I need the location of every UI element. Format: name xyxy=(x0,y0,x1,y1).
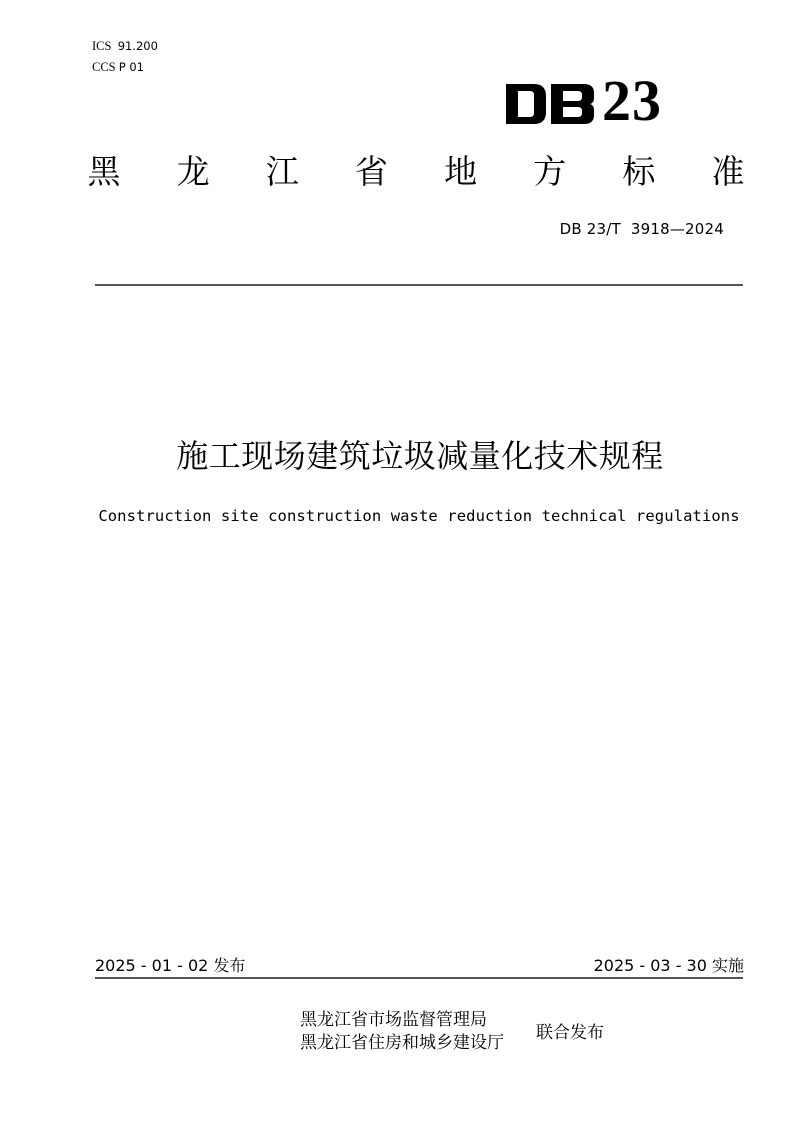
db-number: 23 xyxy=(602,68,662,133)
ccs-label: CCS xyxy=(92,60,116,74)
standard-type-char: 龙 xyxy=(176,152,210,191)
standard-type-char: 标 xyxy=(622,152,656,191)
issuer: 黑龙江省市场监督管理局 xyxy=(300,1010,487,1030)
ics-code xyxy=(92,39,158,53)
standard-type xyxy=(86,152,746,192)
issuing-authorities xyxy=(300,1009,504,1055)
standard-type-char: 方 xyxy=(533,152,567,191)
ics-label: ICS xyxy=(92,39,112,53)
document-title-en: Construction site construction waste reduction technical regulations xyxy=(98,507,740,525)
footer-divider xyxy=(95,977,743,979)
ccs-code xyxy=(92,60,144,74)
standard-type-char: 江 xyxy=(265,152,299,191)
standard-type-char: 黑 xyxy=(87,152,121,191)
standard-number: DB 23/T 3918—2024 xyxy=(559,220,724,238)
standard-type-char: 准 xyxy=(711,152,745,191)
document-title-cn: 施工现场建筑垃圾减量化技术规程 xyxy=(176,437,664,475)
joint-issue-label: 联合发布 xyxy=(536,1023,604,1043)
header-divider xyxy=(95,284,743,286)
db-logo xyxy=(506,68,686,133)
db-letters-icon xyxy=(506,84,594,124)
ics-value: 91.200 xyxy=(117,39,158,53)
standard-type-char: 省 xyxy=(354,152,388,191)
effective-date: 2025 - 03 - 30 实施 xyxy=(593,956,744,975)
issuer: 黑龙江省住房和城乡建设厅 xyxy=(300,1033,504,1053)
ccs-value: P 01 xyxy=(118,60,144,74)
publish-date: 2025 - 01 - 02 发布 xyxy=(95,956,246,975)
standard-type-char: 地 xyxy=(444,152,478,191)
